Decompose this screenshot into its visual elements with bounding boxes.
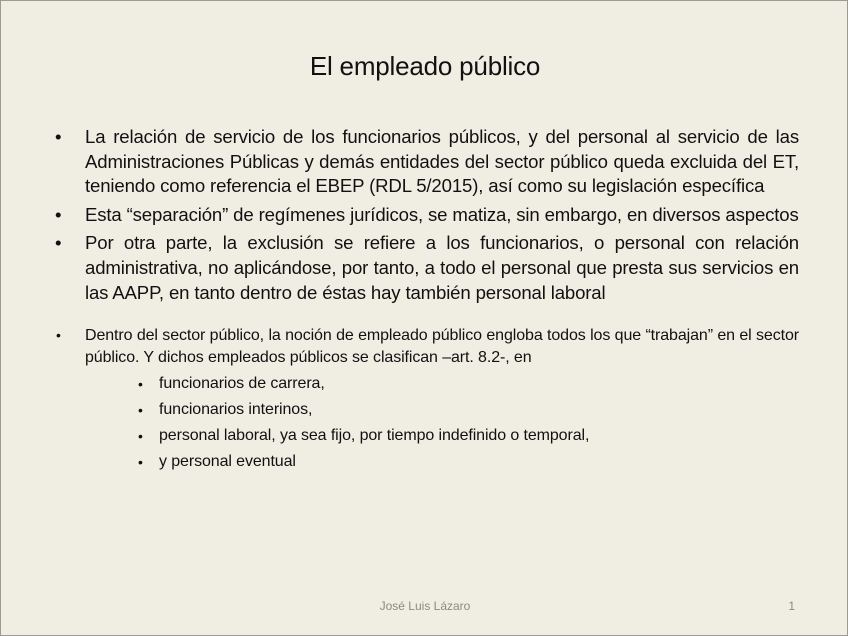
bullet-text: Dentro del sector público, la noción de empleado público engloba todos los que “trabajan” en el sector público. Y dichos empleados públicos se clasifican –art. 8.2-, en [85, 327, 799, 366]
bullet-list [51, 125, 799, 479]
bullet-icon: • [55, 126, 62, 147]
sub-bullet-item [133, 449, 799, 475]
bullet-icon: • [138, 428, 143, 445]
bullet-text: La relación de servicio de los funcionarios públicos, y del personal al servicio de las Administraciones Públicas y demás entidades del sector público queda excluida del ET, teniendo como referencia el EBEP (RDL 5/2015), así como su legislación específica [85, 126, 799, 197]
page-number: 1 [788, 599, 795, 613]
sub-bullet-text: funcionarios de carrera, [159, 375, 325, 393]
sub-bullet-text: personal laboral, ya sea fijo, por tiempo indefinido o temporal, [159, 427, 590, 445]
sub-bullet-item [133, 371, 799, 397]
sub-bullet-list [133, 371, 799, 475]
bullet-item [51, 203, 799, 228]
bullet-icon: • [138, 454, 143, 471]
bullet-item [51, 125, 799, 199]
slide-title: El empleado público [309, 51, 541, 81]
sub-bullet-text: y personal eventual [159, 453, 296, 471]
sub-bullet-text: funcionarios interinos, [159, 401, 313, 419]
bullet-icon: • [56, 327, 61, 344]
bullet-icon: • [138, 402, 143, 419]
bullet-icon: • [55, 203, 62, 225]
bullet-text: Esta “separación” de regímenes jurídicos, se matiza, sin embargo, en diversos aspectos [85, 203, 799, 225]
bullet-icon: • [138, 376, 143, 393]
bullet-icon: • [55, 232, 62, 254]
bullet-text: Por otra parte, la exclusión se refiere a los funcionarios, o personal con relación administrativa, no aplicándose, por tanto, a todo el personal que presta sus servicios en las AAPP, en tanto dentro de éstas hay también personal laboral [85, 232, 799, 303]
bullet-item [51, 325, 799, 475]
footer-author: José Luis Lázaro [379, 599, 471, 613]
sub-bullet-item [133, 423, 799, 449]
bullet-item [51, 231, 799, 305]
sub-bullet-item [133, 397, 799, 423]
